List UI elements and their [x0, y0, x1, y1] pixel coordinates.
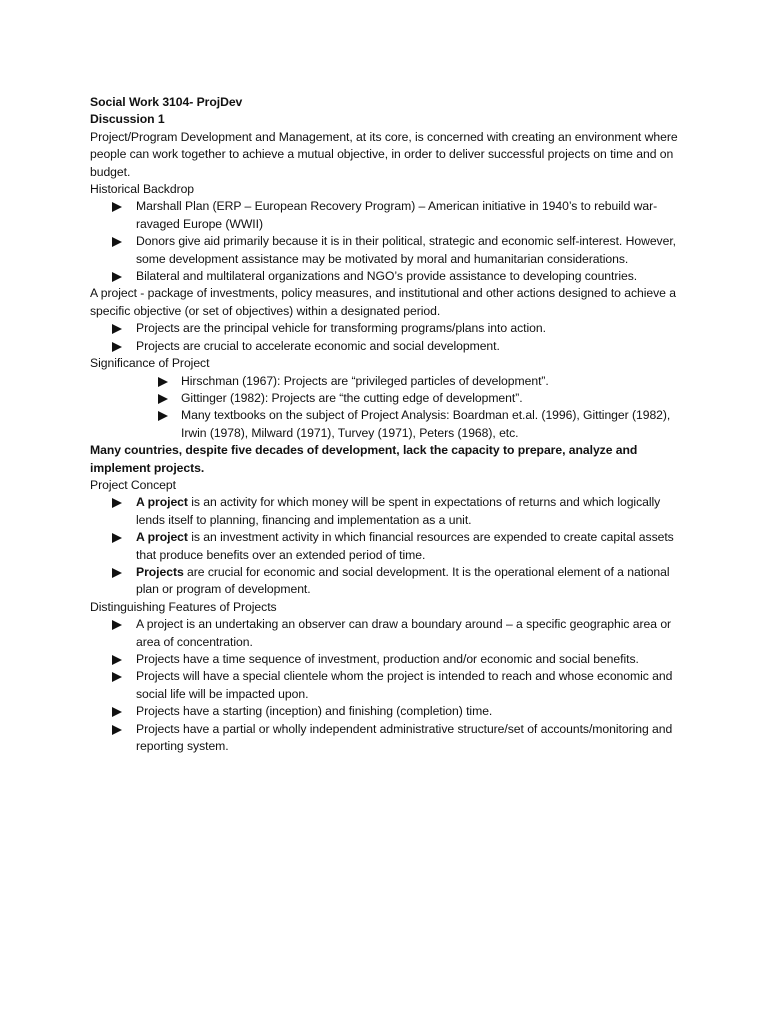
arrow-bullet-icon — [112, 342, 122, 352]
historical-heading: Historical Backdrop — [90, 182, 195, 197]
list-item: Projects are the principal vehicle for transforming programs/plans into action. — [90, 320, 690, 337]
list-item: Projects have a partial or wholly independent administrative structure/set of accounts/monitoring and reporting system. — [90, 721, 690, 756]
arrow-bullet-icon — [112, 620, 122, 630]
features-heading: Distinguishing Features of Projects — [90, 599, 277, 614]
arrow-bullet-icon — [112, 725, 122, 735]
list-item: A project is an activity for which money will be spent in expectations of returns and which logically lends itself to planning, financing and implementation as a unit. — [90, 494, 690, 529]
arrow-bullet-icon — [112, 707, 122, 717]
list-item: Bilateral and multilateral organizations and NGO’s provide assistance to developing countries. — [90, 268, 690, 285]
discussion-title: Discussion 1 — [90, 112, 165, 127]
list-item: Projects have a starting (inception) and finishing (completion) time. — [90, 703, 690, 720]
intro-paragraph: Project/Program Development and Management, at its core, is concerned with creating an environment where people can work together to achieve a mutual objective, in order to deliver successful projects on time and on budget. — [90, 129, 678, 179]
arrow-bullet-icon — [158, 377, 168, 387]
arrow-bullet-icon — [112, 237, 122, 247]
definition-list — [90, 320, 690, 355]
arrow-bullet-icon — [112, 568, 122, 578]
document-body — [90, 94, 690, 755]
arrow-bullet-icon — [112, 202, 122, 212]
significance-heading: Significance of Project — [90, 356, 210, 371]
course-title: Social Work 3104- ProjDev — [90, 95, 243, 109]
arrow-bullet-icon — [112, 533, 122, 543]
arrow-bullet-icon — [112, 498, 122, 508]
concept-heading: Project Concept — [90, 477, 176, 492]
list-item: Donors give aid primarily because it is in their political, strategic and economic self-interest. However, some development assistance may be motivated by moral and humanitarian considerations. — [90, 233, 690, 268]
concept-list — [90, 494, 690, 598]
arrow-bullet-icon — [158, 411, 168, 421]
project-definition: A project - package of investments, policy measures, and institutional and other actions designed to achieve a specific objective (or set of objectives) within a designated period. — [90, 286, 676, 318]
list-item: A project is an investment activity in which financial resources are expended to create capital assets that produce benefits over an extended period of time. — [90, 529, 690, 564]
arrow-bullet-icon — [112, 324, 122, 334]
features-list — [90, 616, 690, 755]
list-item: Marshall Plan (ERP – European Recovery Program) – American initiative in 1940’s to rebuild war-ravaged Europe (WWII) — [90, 198, 690, 233]
capacity-statement: Many countries, despite five decades of development, lack the capacity to prepare, analyze and implement projects. — [90, 443, 638, 475]
list-item: Many textbooks on the subject of Project Analysis: Boardman et.al. (1996), Gittinger (1982), Irwin (1978), Milward (1971), Turvey (1971), Peters (1968), etc. — [90, 407, 690, 442]
arrow-bullet-icon — [112, 655, 122, 665]
list-item: Projects will have a special clientele whom the project is intended to reach and whose economic and social life will be impacted upon. — [90, 668, 690, 703]
arrow-bullet-icon — [158, 394, 168, 404]
list-item: A project is an undertaking an observer can draw a boundary around – a specific geographic area or area of concentration. — [90, 616, 690, 651]
list-item: Projects have a time sequence of investment, production and/or economic and social benefits. — [90, 651, 690, 668]
list-item: Gittinger (1982): Projects are “the cutting edge of development”. — [90, 390, 690, 407]
arrow-bullet-icon — [112, 672, 122, 682]
significance-list — [90, 373, 690, 443]
historical-list — [90, 198, 690, 285]
list-item: Projects are crucial to accelerate economic and social development. — [90, 338, 690, 355]
list-item: Projects are crucial for economic and social development. It is the operational element of a national plan or program of development. — [90, 564, 690, 599]
arrow-bullet-icon — [112, 272, 122, 282]
list-item: Hirschman (1967): Projects are “privileged particles of development”. — [90, 373, 690, 390]
